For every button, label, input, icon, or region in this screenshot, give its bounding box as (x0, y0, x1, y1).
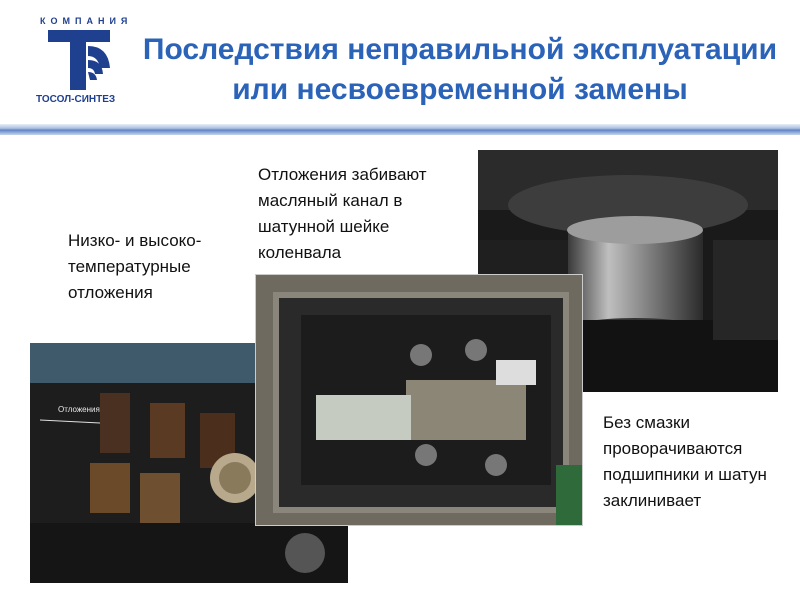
caption-middle: Отложения забивают масляный канал в шатунной шейке коленвала (258, 165, 427, 262)
logo-top-text: КОМПАНИЯ (40, 16, 133, 26)
photo-annotation: Отложения (58, 405, 100, 414)
slide-title (130, 30, 790, 110)
logo-emblem (48, 30, 118, 92)
logo-bottom-text: ТОСОЛ-СИНТЕЗ (36, 94, 116, 105)
company-logo (30, 14, 133, 114)
header-divider (0, 124, 800, 135)
photo-oil-channel-deposits (255, 274, 583, 526)
title-line-1: Последствия неправильной эксплуатации (142, 33, 778, 66)
caption-left: Низко- и высоко-температурные отложения (68, 231, 202, 302)
caption-right: Без смазки проворачиваются подшипники и шатун заклинивает (603, 413, 767, 510)
title-line-2: или несвоевременной замены (232, 73, 688, 106)
